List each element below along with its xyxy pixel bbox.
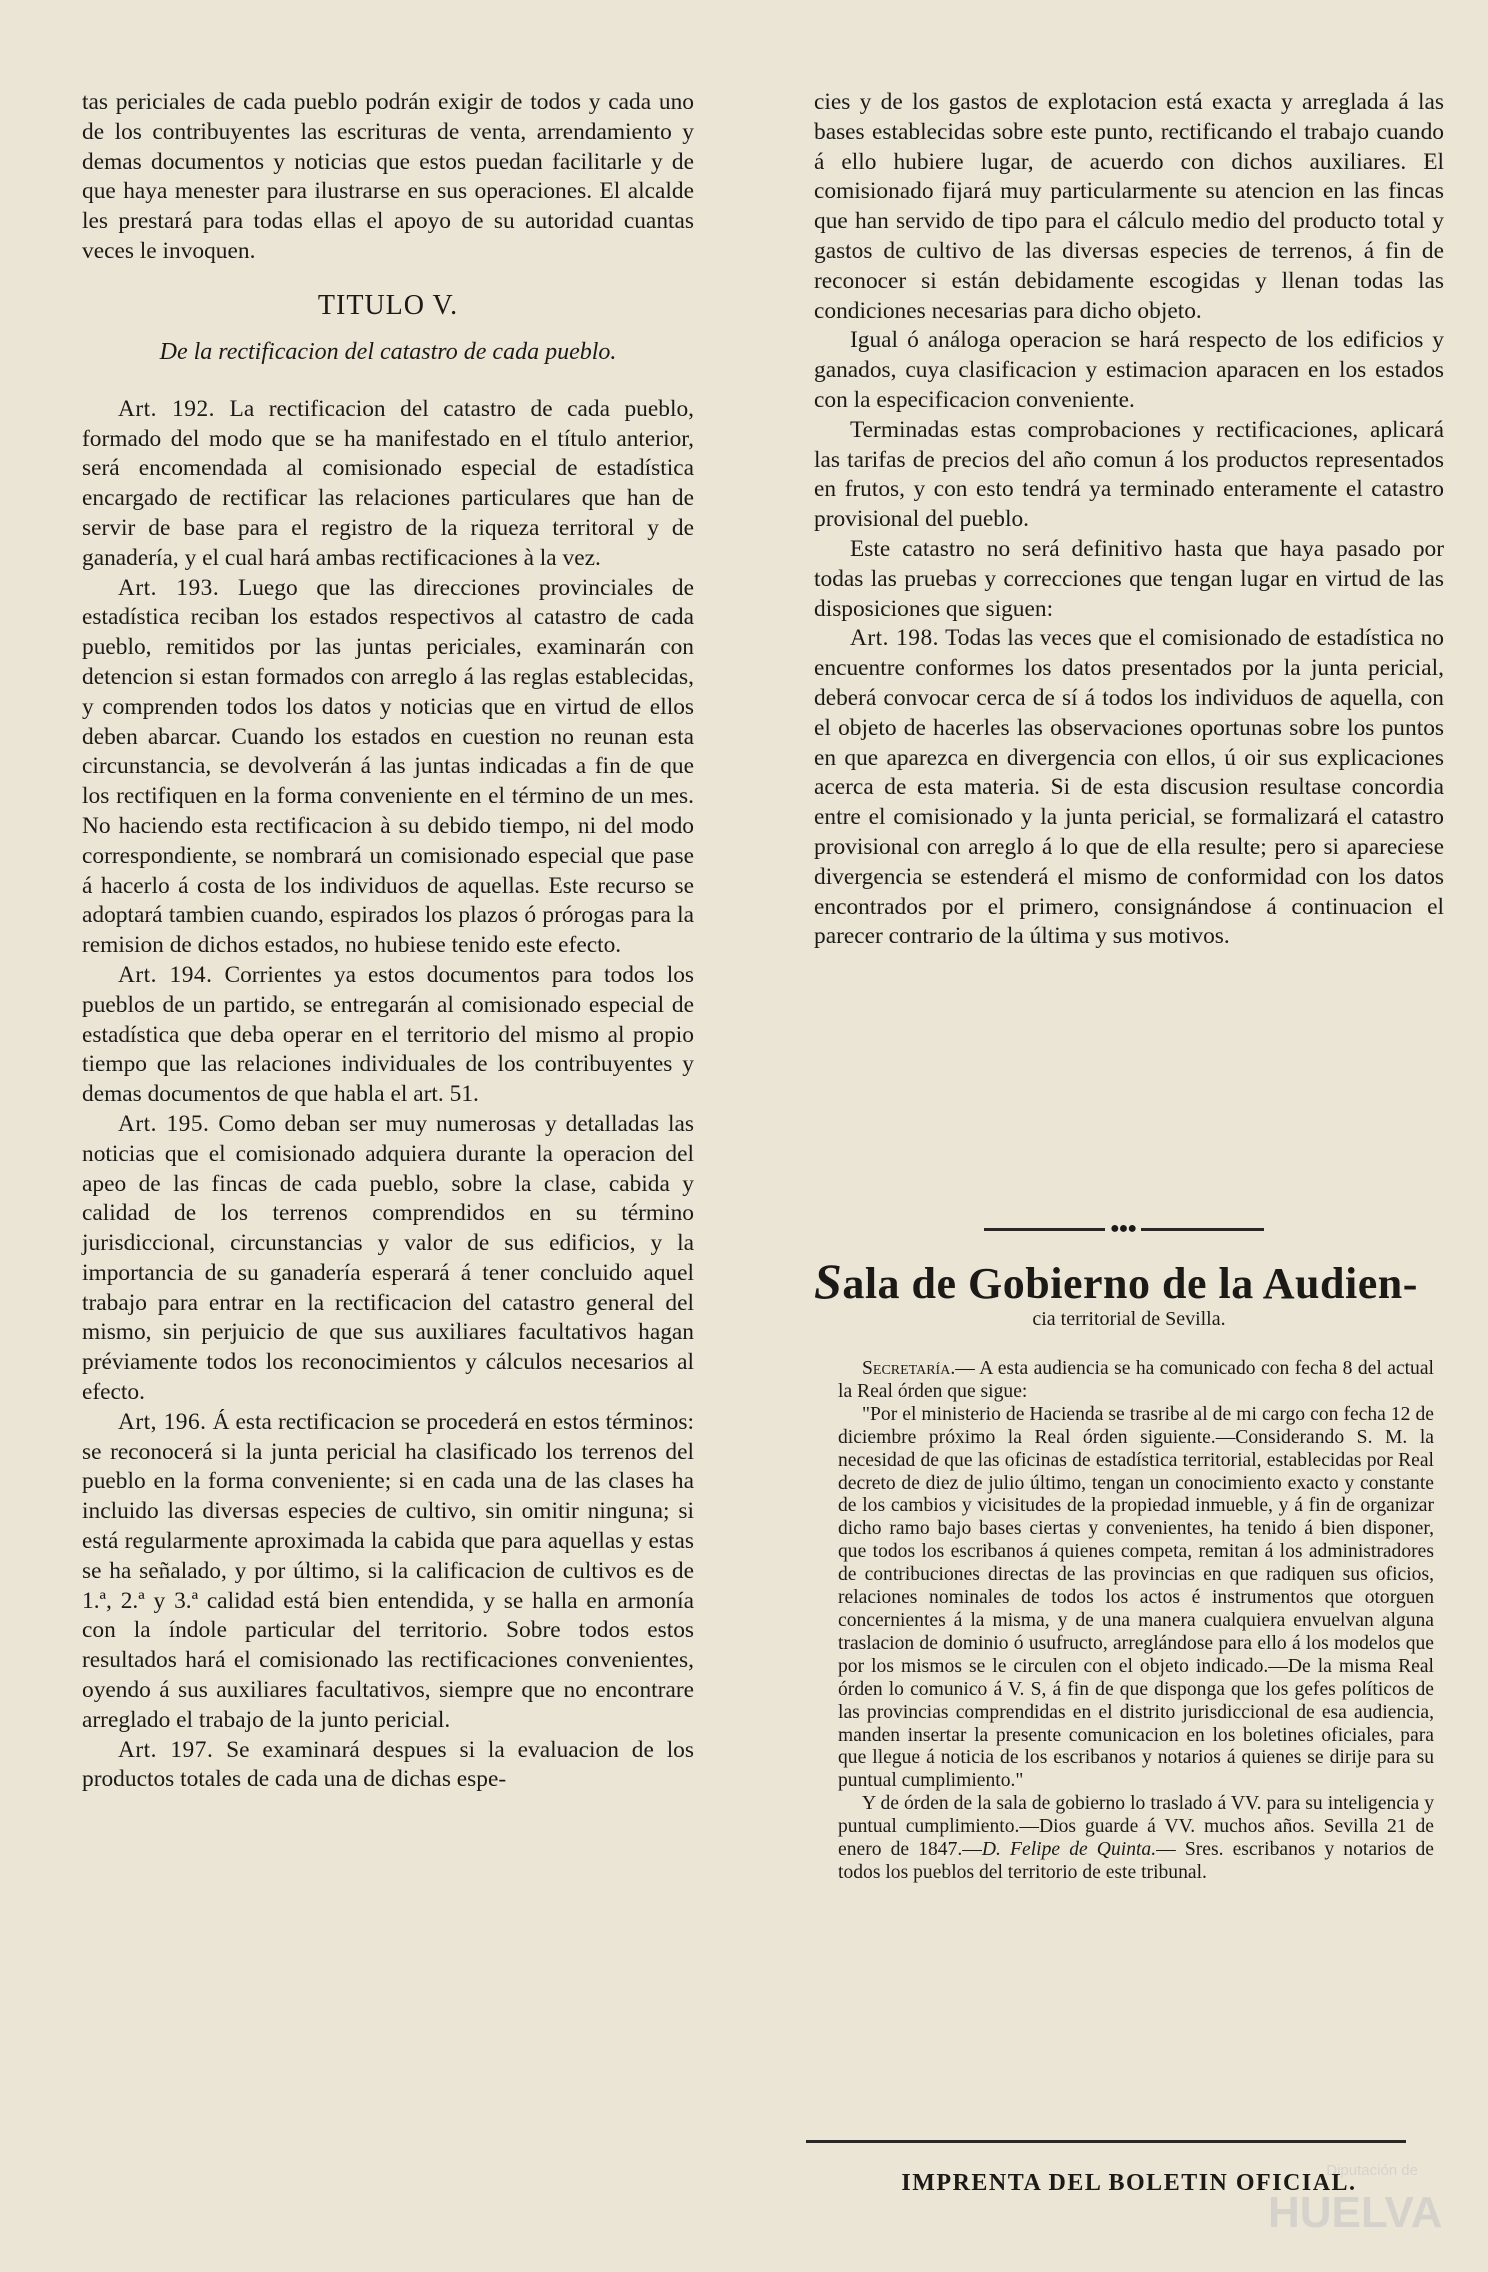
article-text: Corrientes ya estos documentos para todos los pueblos de un partido, se entregarán al comisionado especial de estadística que deba operar en el territorio del mismo al propio tiempo que las relaciones individuales de los contribuyentes y demas documentos de que habla el art. 51.: [82, 961, 694, 1108]
section-subtitle: De la rectificacion del catastro de cada pueblo.: [159, 338, 617, 365]
sala-paragraph-1-text: — A esta audiencia se ha comunicado con fecha 8 del actual la Real órden que sigue:: [838, 1358, 1434, 1402]
article-194: [82, 961, 694, 1110]
sala-paragraph-3-text: Y de órden de la sala de gobierno lo traslado á VV. para su inteligencia y puntual cumplimiento.—Dios guarde á VV. muchos años. Sevilla 21 de enero de 1847.—: [838, 1793, 1434, 1861]
article-label: Art, 196.: [118, 1408, 207, 1435]
watermark-small-text: Diputación de: [1326, 2162, 1418, 2179]
article-label: Art. 194.: [118, 961, 213, 988]
continuation-paragraph: cies y de los gastos de explotacion está exacta y arreglada á las bases establecidas sobre este punto, rectificando el trabajo cuando á ello hubiere lugar, de acuerdo con dichos auxiliares. El comisionado fijará muy particularmente su atencion en las fincas que han servido de tipo para el cálculo medio del producto total y gastos de cultivo de las diversas especies de terrenos, á fin de reconocer si están debidamente escogidas y llenan todas las condiciones necesarias para dicho objeto.: [814, 89, 1444, 324]
sala-body: [838, 1358, 1434, 1885]
section-title: TITULO V.: [317, 289, 459, 321]
sala-subheading: cia territorial de Sevilla.: [1032, 1308, 1226, 1330]
sala-paragraph-2: "Por el ministerio de Hacienda se trasribe al de mi cargo con fecha 12 de diciembre próximo la Real órden siguiente.—Considerando S. M. la necesidad de que las oficinas de estadística territorial, establecidas por Real decreto de diez de julio último, tengan un conocimiento exacto y constante de los cambios y vicisitudes de la propiedad inmueble, y á fin de organizar dicho ramo bajo bases ciertas y convenientes, ha tenido á bien disponer, que todos los escribanos á quienes competa, remitan á los administradores de contribuciones directas de las provincias en que radiquen sus oficios, relaciones nominales de todos los actos é instrumentos que otorguen concernientes á la misma, y de una manera cualquiera envuelvan alguna traslacion de dominio ó usufructo, arreglándose para ello á los modelos que por los mismos se le circulen con el objeto indicado.—De la misma Real órden lo comunico á V. S, á fin de que disponga que los gefes políticos de las provincias comprendidas en el distrito jurisdiccional de esa audiencia, manden insertar la presente comunicacion en los boletines oficiales, para que llegue á noticia de los escribanos y notarios á quienes se dirije para su puntual cumplimiento.": [838, 1403, 1434, 1792]
article-193: [82, 574, 694, 961]
article-192: [82, 395, 694, 574]
article-text: La rectificacion del catastro de cada pueblo, formado del modo que se ha manifestado en el título anterior, será encomendada al comisionado especial de estadística encargado de rectificar las relaciones particulares que han de servir de base para el registro de la riqueza territoral y de ganadería, y el cual hará ambas rectificaciones à la vez.: [82, 395, 694, 571]
sala-heading: [814, 1253, 1444, 1309]
secretaria-label: Secretaría.: [862, 1358, 956, 1379]
intro-paragraph: tas periciales de cada pueblo podrán exigir de todos y cada uno de los contribuyentes las escrituras de venta, arrendamiento y demas documentos y noticias que estos puedan facilitarle y de que haya menester para ilustrarse en sus operaciones. El alcalde les prestará para todas ellas el apoyo de su autoridad cuantas veces le invoquen.: [82, 89, 694, 264]
sala-paragraph-1: [838, 1358, 1434, 1404]
article-label: Art. 193.: [118, 574, 220, 601]
article-label: Art. 198.: [850, 625, 940, 652]
archive-watermark: [1268, 2148, 1443, 2248]
divider-ornament-icon: ●●●: [1105, 1220, 1141, 1238]
article-197: [82, 1736, 694, 1796]
article-195: [82, 1110, 694, 1408]
article-text: Á esta rectificacion se procederá en estos términos: se reconocerá si la junta pericial ha clasificado los terrenos del pueblo en la forma conveniente; si en cada una de las clases ha incluido las diversas especies de cultivo, sin omitir ninguna; si está regularmente aproximada la cabida que para aquellas y estas se ha señalado, y por último, si la calificacion de cultivos es de 1.ª, 2.ª y 3.ª calidad está bien entendida, y se halla en armonía con la índole particular del territorio. Sobre todos estos resultados hará el comisionado las rectificaciones convenientes, oyendo á sus auxiliares facultativos, siempre que no encontrare arreglado el trabajo de la junto pericial.: [82, 1408, 694, 1733]
signature: D. Felipe de Quinta.: [981, 1839, 1157, 1861]
watermark-main-text: HUELVA: [1268, 2188, 1443, 2237]
printer-imprint: IMPRENTA DEL BOLETIN OFICIAL.: [901, 2170, 1357, 2196]
article-label: Art. 195.: [118, 1110, 210, 1137]
sala-heading-text: ala de Gobierno de la Audien-: [842, 1259, 1418, 1308]
sala-paragraph-3-end: — Sres. escribanos y notarios de todos los pueblos del territorio de este tribunal.: [838, 1839, 1435, 1883]
article-196: [82, 1408, 694, 1736]
right-column: [814, 88, 1444, 952]
article-198: [814, 624, 1444, 952]
article-label: Art. 192.: [118, 395, 215, 422]
article-text: Como deban ser muy numerosas y detalladas las noticias que el comisionado adquiera durante la operacion del apeo de las fincas de cada pueblo, sobre la clase, cabida y calidad de los terrenos comprendidos en su término jurisdiccional, circunstancias y valor de sus edificios, y la importancia de su ganadería esperará á tener concluido aquel trabajo para entrar en la rectificacion del catastro general del mismo, sin perjuicio de que sus auxiliares facultativos hagan préviamente todos los reconocimientos y cálculos necesarios al efecto.: [82, 1110, 695, 1406]
paragraph-terminadas: Terminadas estas comprobaciones y rectificaciones, aplicará las tarifas de precios del año comun á los productos representados en frutos, y con esto tendrá ya terminado enteramente el catastro provisional del pueblo.: [814, 416, 1444, 533]
article-label: Art. 197.: [118, 1736, 214, 1763]
footer-divider: [806, 2140, 1406, 2143]
left-column: [82, 88, 694, 1795]
sala-heading-initial: S: [814, 1253, 843, 1309]
paragraph-definitivo: Este catastro no será definitivo hasta que haya pasado por todas las pruebas y correcciones que tengan lugar en virtud de las disposiciones que siguen:: [814, 535, 1444, 622]
paragraph-edificios: Igual ó análoga operacion se hará respecto de los edificios y ganados, cuya clasificacion y estimacion aparacen en los estados con la especificacion conveniente.: [814, 327, 1444, 413]
sala-paragraph-3: [838, 1793, 1434, 1885]
article-text: Todas las veces que el comisionado de estadística no encuentre conformes los datos presentados por la junta pericial, deberá convocar cerca de sí á todos los individuos de aquella, con el objeto de hacerles las observaciones oportunas sobre los puntos en que aparezca en divergencia con ellos, ú oir sus explicaciones acerca de esta materia. Si de esta discusion resultase concordia entre el comisionado y la junta pericial, se formalizará el catastro provisional con arreglo á lo que de ella resulte; pero si apareciese divergencia se estenderá el mismo de conformidad con los datos encontrados por el primero, consignándose á continuacion el parecer contrario de la última y sus motivos.: [814, 625, 1444, 950]
article-text: Se examinará despues si la evaluacion de los productos totales de cada una de dichas espe-: [82, 1736, 694, 1793]
article-text: Luego que las direcciones provinciales de estadística reciban los estados respectivos al catastro de cada pueblo, remitidos por las juntas periciales, examinarán con detencion si estan formados con arreglo á las reglas establecidas, y comprenden todos los datos y noticias que en virtud de ellos deben abarcar. Cuando los estados en cuestion no reunan esta circunstancia, se devolverán á las juntas indicadas a fin de que los rectifiquen en la forma conveniente en el término de un mes. No haciendo esta rectificacion à su debido tiempo, ni del modo correspondiente, se nombrará un comisionado especial que pase á hacerlo á costa de los individuos de aquellas. Este recurso se adoptará tambien cuando, espirados los plazos ó prórogas para la remision de dichos estados, no hubiese tenido este efecto.: [82, 574, 694, 959]
